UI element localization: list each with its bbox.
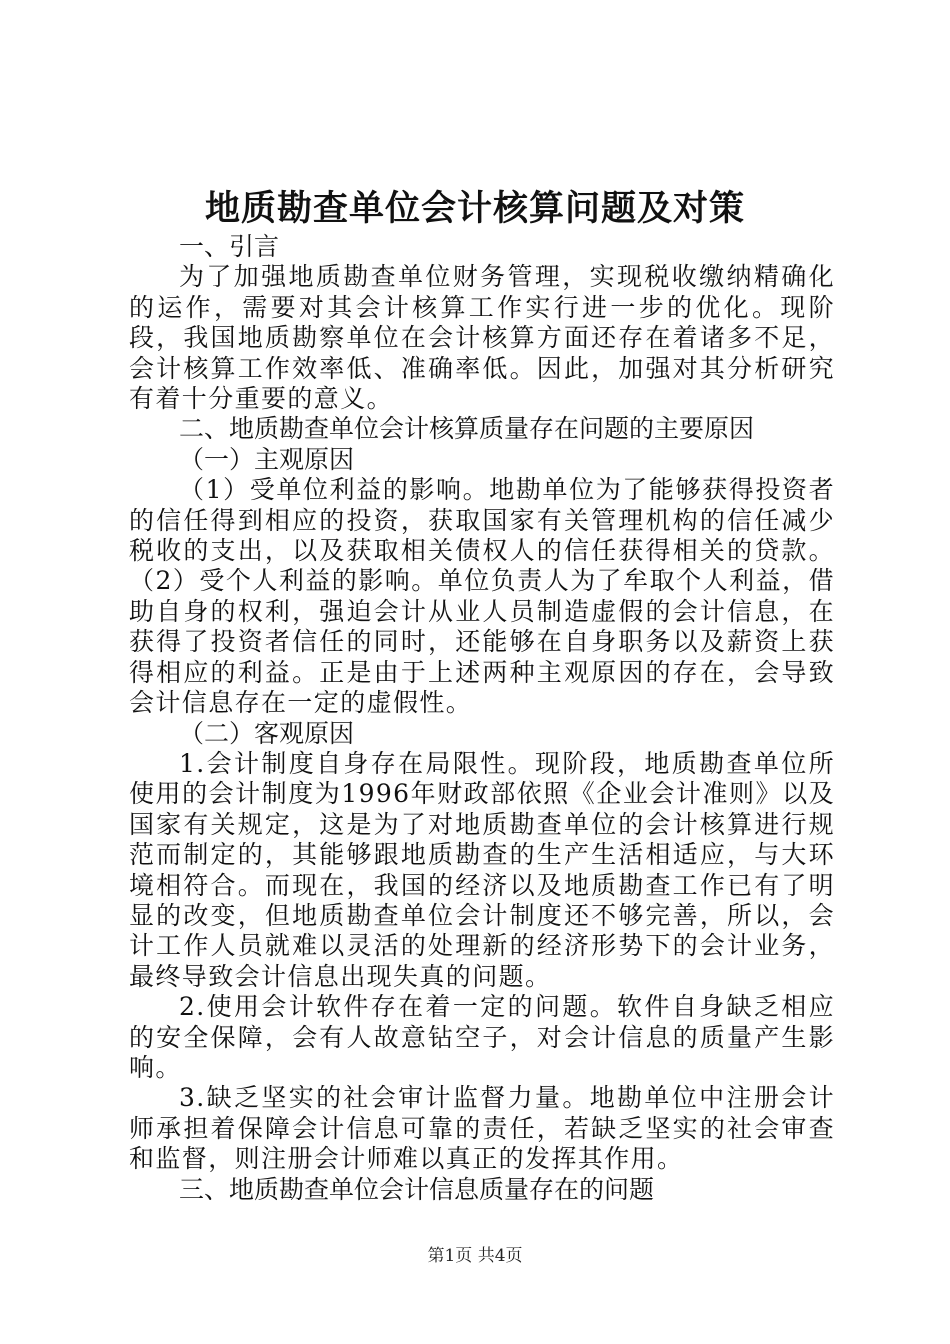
paragraph-accounting-system: 1.会计制度自身存在局限性。现阶段，地质勘查单位所使用的会计制度为1996年财政部依照《企业会计准则》以及国家有关规定，这是为了对地质勘查单位的会计核算进行规范而制定的，其能够跟地质勘查的生产生活相适应，与大环境相符合。而现在，我国的经济以及地质勘查工作已有了明显的改变，但地质勘查单位会计制度还不够完善，所以，会计工作人员就难以灵活的处理新的经济形势下的会计业务，最终导致会计信息出现失真的问题。 [129, 748, 835, 991]
paragraph-accounting-software: 2.使用会计软件存在着一定的问题。软件自身缺乏相应的安全保障，会有人故意钻空子，对会计信息的质量产生影响。 [129, 992, 835, 1082]
subsection-heading-subjective-causes: （一）主观原因 [179, 444, 355, 474]
paragraph-subjective-causes: （1）受单位利益的影响。地勘单位为了能够获得投资者的信任得到相应的投资，获取国家有关管理机构的信任减少税收的支出，以及获取相关债权人的信任获得相关的贷款。（2）受个人利益的影响。单位负责人为了牟取个人利益，借助自身的权利，强迫会计从业人员制造虚假的会计信息，在获得了投资者信任的同时，还能够在自身职务以及薪资上获得相应的利益。正是由于上述两种主观原因的存在，会导致会计信息存在一定的虚假性。 [129, 475, 835, 718]
subsection-heading-objective-causes: （二）客观原因 [179, 718, 355, 748]
paragraph-introduction: 为了加强地质勘查单位财务管理，实现税收缴纳精确化的运作，需要对其会计核算工作实行进一步的优化。现阶段，我国地质勘察单位在会计核算方面还存在着诸多不足，会计核算工作效率低、准确率低。因此，加强对其分析研究有着十分重要的意义。 [129, 262, 835, 414]
section-heading-introduction: 一、引言 [179, 232, 280, 261]
section-heading-main-causes: 二、地质勘查单位会计核算质量存在问题的主要原因 [179, 414, 755, 444]
section-heading-quality-problems: 三、地质勘查单位会计信息质量存在的问题 [179, 1174, 655, 1204]
document-title: 地质勘查单位会计核算问题及对策 [204, 188, 745, 229]
document-body [129, 232, 835, 1205]
page-number-footer: 第1页 共4页 [427, 1246, 523, 1266]
paragraph-audit-supervision: 3.缺乏坚实的社会审计监督力量。地勘单位中注册会计师承担着保障会计信息可靠的责任，若缺乏坚实的社会审查和监督，则注册会计师难以真正的发挥其作用。 [129, 1083, 835, 1174]
